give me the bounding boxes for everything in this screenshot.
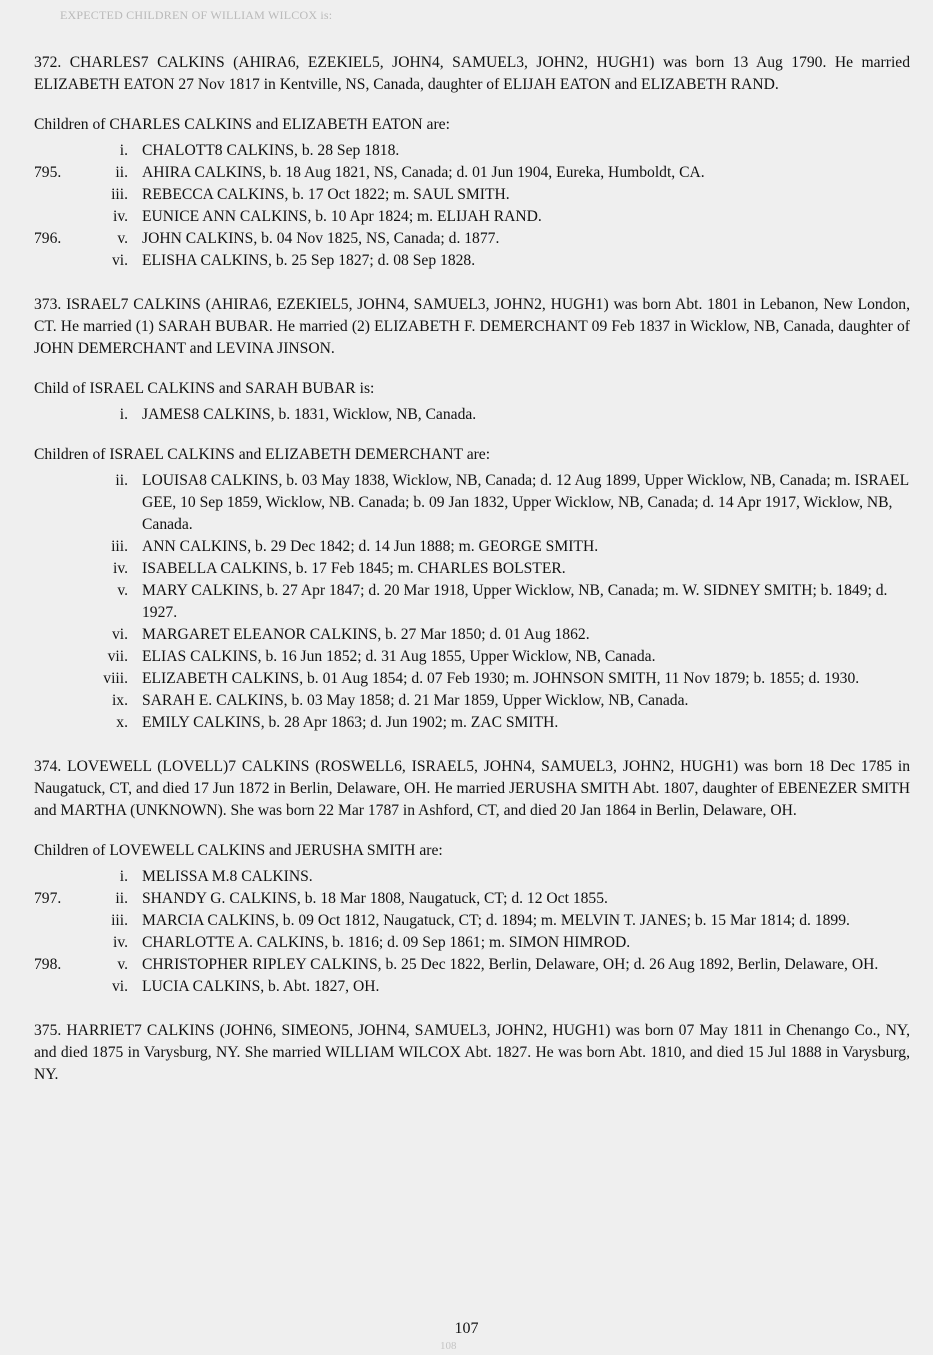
descendant-number: 795. [34, 164, 62, 181]
roman-numeral: v. [117, 956, 128, 973]
child-text: MARY CALKINS, b. 27 Apr 1847; d. 20 Mar 1918, Upper Wicklow, NB, Canada; m. W. SIDNEY SMITH; b. 1849; d. 1927. [142, 582, 888, 621]
bleed-through-page-number: 108 [440, 1340, 457, 1352]
child-row [34, 404, 910, 426]
child-text: ANN CALKINS, b. 29 Dec 1842; d. 14 Jun 1888; m. GEORGE SMITH. [142, 538, 599, 555]
roman-numeral: vi. [111, 252, 128, 269]
roman-numeral: vii. [107, 648, 128, 665]
child-row [34, 140, 910, 162]
child-row [34, 932, 910, 954]
roman-numeral: vi. [111, 978, 128, 995]
roman-numeral: ii. [115, 890, 128, 907]
child-text: LUCIA CALKINS, b. Abt. 1827, OH. [142, 978, 380, 995]
child-text: MARCIA CALKINS, b. 09 Oct 1812, Naugatuck, CT; d. 1894; m. MELVIN T. JANES; b. 15 Mar 1814; d. 1899. [142, 912, 850, 929]
child-text: ISABELLA CALKINS, b. 17 Feb 1845; m. CHARLES BOLSTER. [142, 560, 566, 577]
children-header: Children of ISRAEL CALKINS and ELIZABETH DEMERCHANT are: [34, 446, 491, 463]
roman-numeral: iv. [112, 934, 128, 951]
child-row [34, 910, 910, 932]
child-text: ELIZABETH CALKINS, b. 01 Aug 1854; d. 07 Feb 1930; m. JOHNSON SMITH, 11 Nov 1879; b. 1855; d. 1930. [142, 670, 860, 687]
child-row [34, 954, 910, 976]
descendant-number: 798. [34, 956, 62, 973]
genealogy-content [34, 52, 910, 1108]
child-text: AHIRA CALKINS, b. 18 Aug 1821, NS, Canada; d. 01 Jun 1904, Eureka, Humboldt, CA. [142, 164, 705, 181]
child-text: ELISHA CALKINS, b. 25 Sep 1827; d. 08 Sep 1828. [142, 252, 476, 269]
child-row [34, 536, 910, 558]
roman-numeral: v. [117, 230, 128, 247]
child-text: JOHN CALKINS, b. 04 Nov 1825, NS, Canada; d. 1877. [142, 230, 500, 247]
child-row [34, 228, 910, 250]
child-row [34, 888, 910, 910]
child-row [34, 668, 910, 690]
child-row [34, 470, 910, 536]
roman-numeral: ii. [115, 164, 128, 181]
descendant-number: 796. [34, 230, 62, 247]
child-row [34, 184, 910, 206]
bleed-through-text: EXPECTED CHILDREN OF WILLIAM WILCOX is: [60, 8, 333, 22]
descendant-number: 797. [34, 890, 62, 907]
roman-numeral: iii. [111, 538, 128, 555]
roman-numeral: iv. [112, 208, 128, 225]
person-entry [34, 294, 910, 734]
child-row [34, 690, 910, 712]
child-row [34, 712, 910, 734]
children-header: Child of ISRAEL CALKINS and SARAH BUBAR is: [34, 380, 375, 397]
roman-numeral: x. [116, 714, 128, 731]
person-entry [34, 756, 910, 998]
roman-numeral: v. [117, 582, 128, 599]
person-entry [34, 1020, 910, 1086]
child-text: EUNICE ANN CALKINS, b. 10 Apr 1824; m. ELIJAH RAND. [142, 208, 542, 225]
child-text: CHRISTOPHER RIPLEY CALKINS, b. 25 Dec 1822, Berlin, Delaware, OH; d. 26 Aug 1892, Berlin, Delaware, OH. [142, 956, 879, 973]
roman-numeral: iv. [112, 560, 128, 577]
page-number: 107 [454, 1320, 479, 1337]
roman-numeral: viii. [103, 670, 128, 687]
child-text: REBECCA CALKINS, b. 17 Oct 1822; m. SAUL SMITH. [142, 186, 510, 203]
roman-numeral: vi. [111, 626, 128, 643]
child-row [34, 976, 910, 998]
child-row [34, 162, 910, 184]
child-text: SHANDY G. CALKINS, b. 18 Mar 1808, Naugatuck, CT; d. 12 Oct 1855. [142, 890, 608, 907]
child-text: ELIAS CALKINS, b. 16 Jun 1852; d. 31 Aug 1855, Upper Wicklow, NB, Canada. [142, 648, 656, 665]
person-entry [34, 52, 910, 272]
entry-paragraph: 373. ISRAEL7 CALKINS (AHIRA6, EZEKIEL5, JOHN4, SAMUEL3, JOHN2, HUGH1) was born Abt. 1801 in Lebanon, New London, CT. He married (1) SARAH BUBAR. He married (2) ELIZABETH F. DEMERCHANT 09 Feb 1837 in Wicklow, NB, Canada, daughter of JOHN DEMERCHANT and LEVINA JINSON. [34, 296, 910, 357]
child-text: MELISSA M.8 CALKINS. [142, 868, 313, 885]
roman-numeral: i. [119, 142, 128, 159]
child-text: CHALOTT8 CALKINS, b. 28 Sep 1818. [142, 142, 400, 159]
roman-numeral: iii. [111, 186, 128, 203]
child-text: MARGARET ELEANOR CALKINS, b. 27 Mar 1850; d. 01 Aug 1862. [142, 626, 590, 643]
child-row [34, 624, 910, 646]
child-row [34, 250, 910, 272]
child-text: JAMES8 CALKINS, b. 1831, Wicklow, NB, Canada. [142, 406, 477, 423]
entry-paragraph: 372. CHARLES7 CALKINS (AHIRA6, EZEKIEL5, JOHN4, SAMUEL3, JOHN2, HUGH1) was born 13 Aug 1790. He married ELIZABETH EATON 27 Nov 1817 in Kentville, NS, Canada, daughter of ELIJAH EATON and ELIZABETH RAND. [34, 54, 910, 93]
child-text: LOUISA8 CALKINS, b. 03 May 1838, Wicklow, NB, Canada; d. 12 Aug 1899, Upper Wicklow, NB, Canada; m. ISRAEL GEE, 10 Sep 1859, Wicklow, NB. Canada; b. 09 Jan 1832, Upper Wicklow, NB, Canada; d. 14 Apr 1917, Wicklow, NB, Canada. [142, 472, 909, 533]
entry-paragraph: 374. LOVEWELL (LOVELL)7 CALKINS (ROSWELL6, ISRAEL5, JOHN4, SAMUEL3, JOHN2, HUGH1) was born 18 Dec 1785 in Naugatuck, CT, and died 17 Jun 1872 in Berlin, Delaware, OH. He married JERUSHA SMITH Abt. 1807, daughter of EBENEZER SMITH and MARTHA (UNKNOWN). She was born 22 Mar 1787 in Ashford, CT, and died 20 Jan 1864 in Berlin, Delaware, OH. [34, 758, 910, 819]
roman-numeral: i. [119, 868, 128, 885]
roman-numeral: iii. [111, 912, 128, 929]
child-text: CHARLOTTE A. CALKINS, b. 1816; d. 09 Sep 1861; m. SIMON HIMROD. [142, 934, 631, 951]
child-row [34, 580, 910, 624]
child-row [34, 646, 910, 668]
roman-numeral: ii. [115, 472, 128, 489]
child-row [34, 206, 910, 228]
entry-paragraph: 375. HARRIET7 CALKINS (JOHN6, SIMEON5, JOHN4, SAMUEL3, JOHN2, HUGH1) was born 07 May 1811 in Chenango Co., NY, and died 1875 in Varysburg, NY. She married WILLIAM WILCOX Abt. 1827. He was born Abt. 1810, and died 15 Jul 1888 in Varysburg, NY. [34, 1022, 910, 1083]
children-header: Children of LOVEWELL CALKINS and JERUSHA SMITH are: [34, 842, 443, 859]
roman-numeral: i. [119, 406, 128, 423]
child-text: EMILY CALKINS, b. 28 Apr 1863; d. Jun 1902; m. ZAC SMITH. [142, 714, 559, 731]
child-text: SARAH E. CALKINS, b. 03 May 1858; d. 21 Mar 1859, Upper Wicklow, NB, Canada. [142, 692, 689, 709]
child-row [34, 558, 910, 580]
roman-numeral: ix. [111, 692, 128, 709]
child-row [34, 866, 910, 888]
children-header: Children of CHARLES CALKINS and ELIZABETH EATON are: [34, 116, 450, 133]
